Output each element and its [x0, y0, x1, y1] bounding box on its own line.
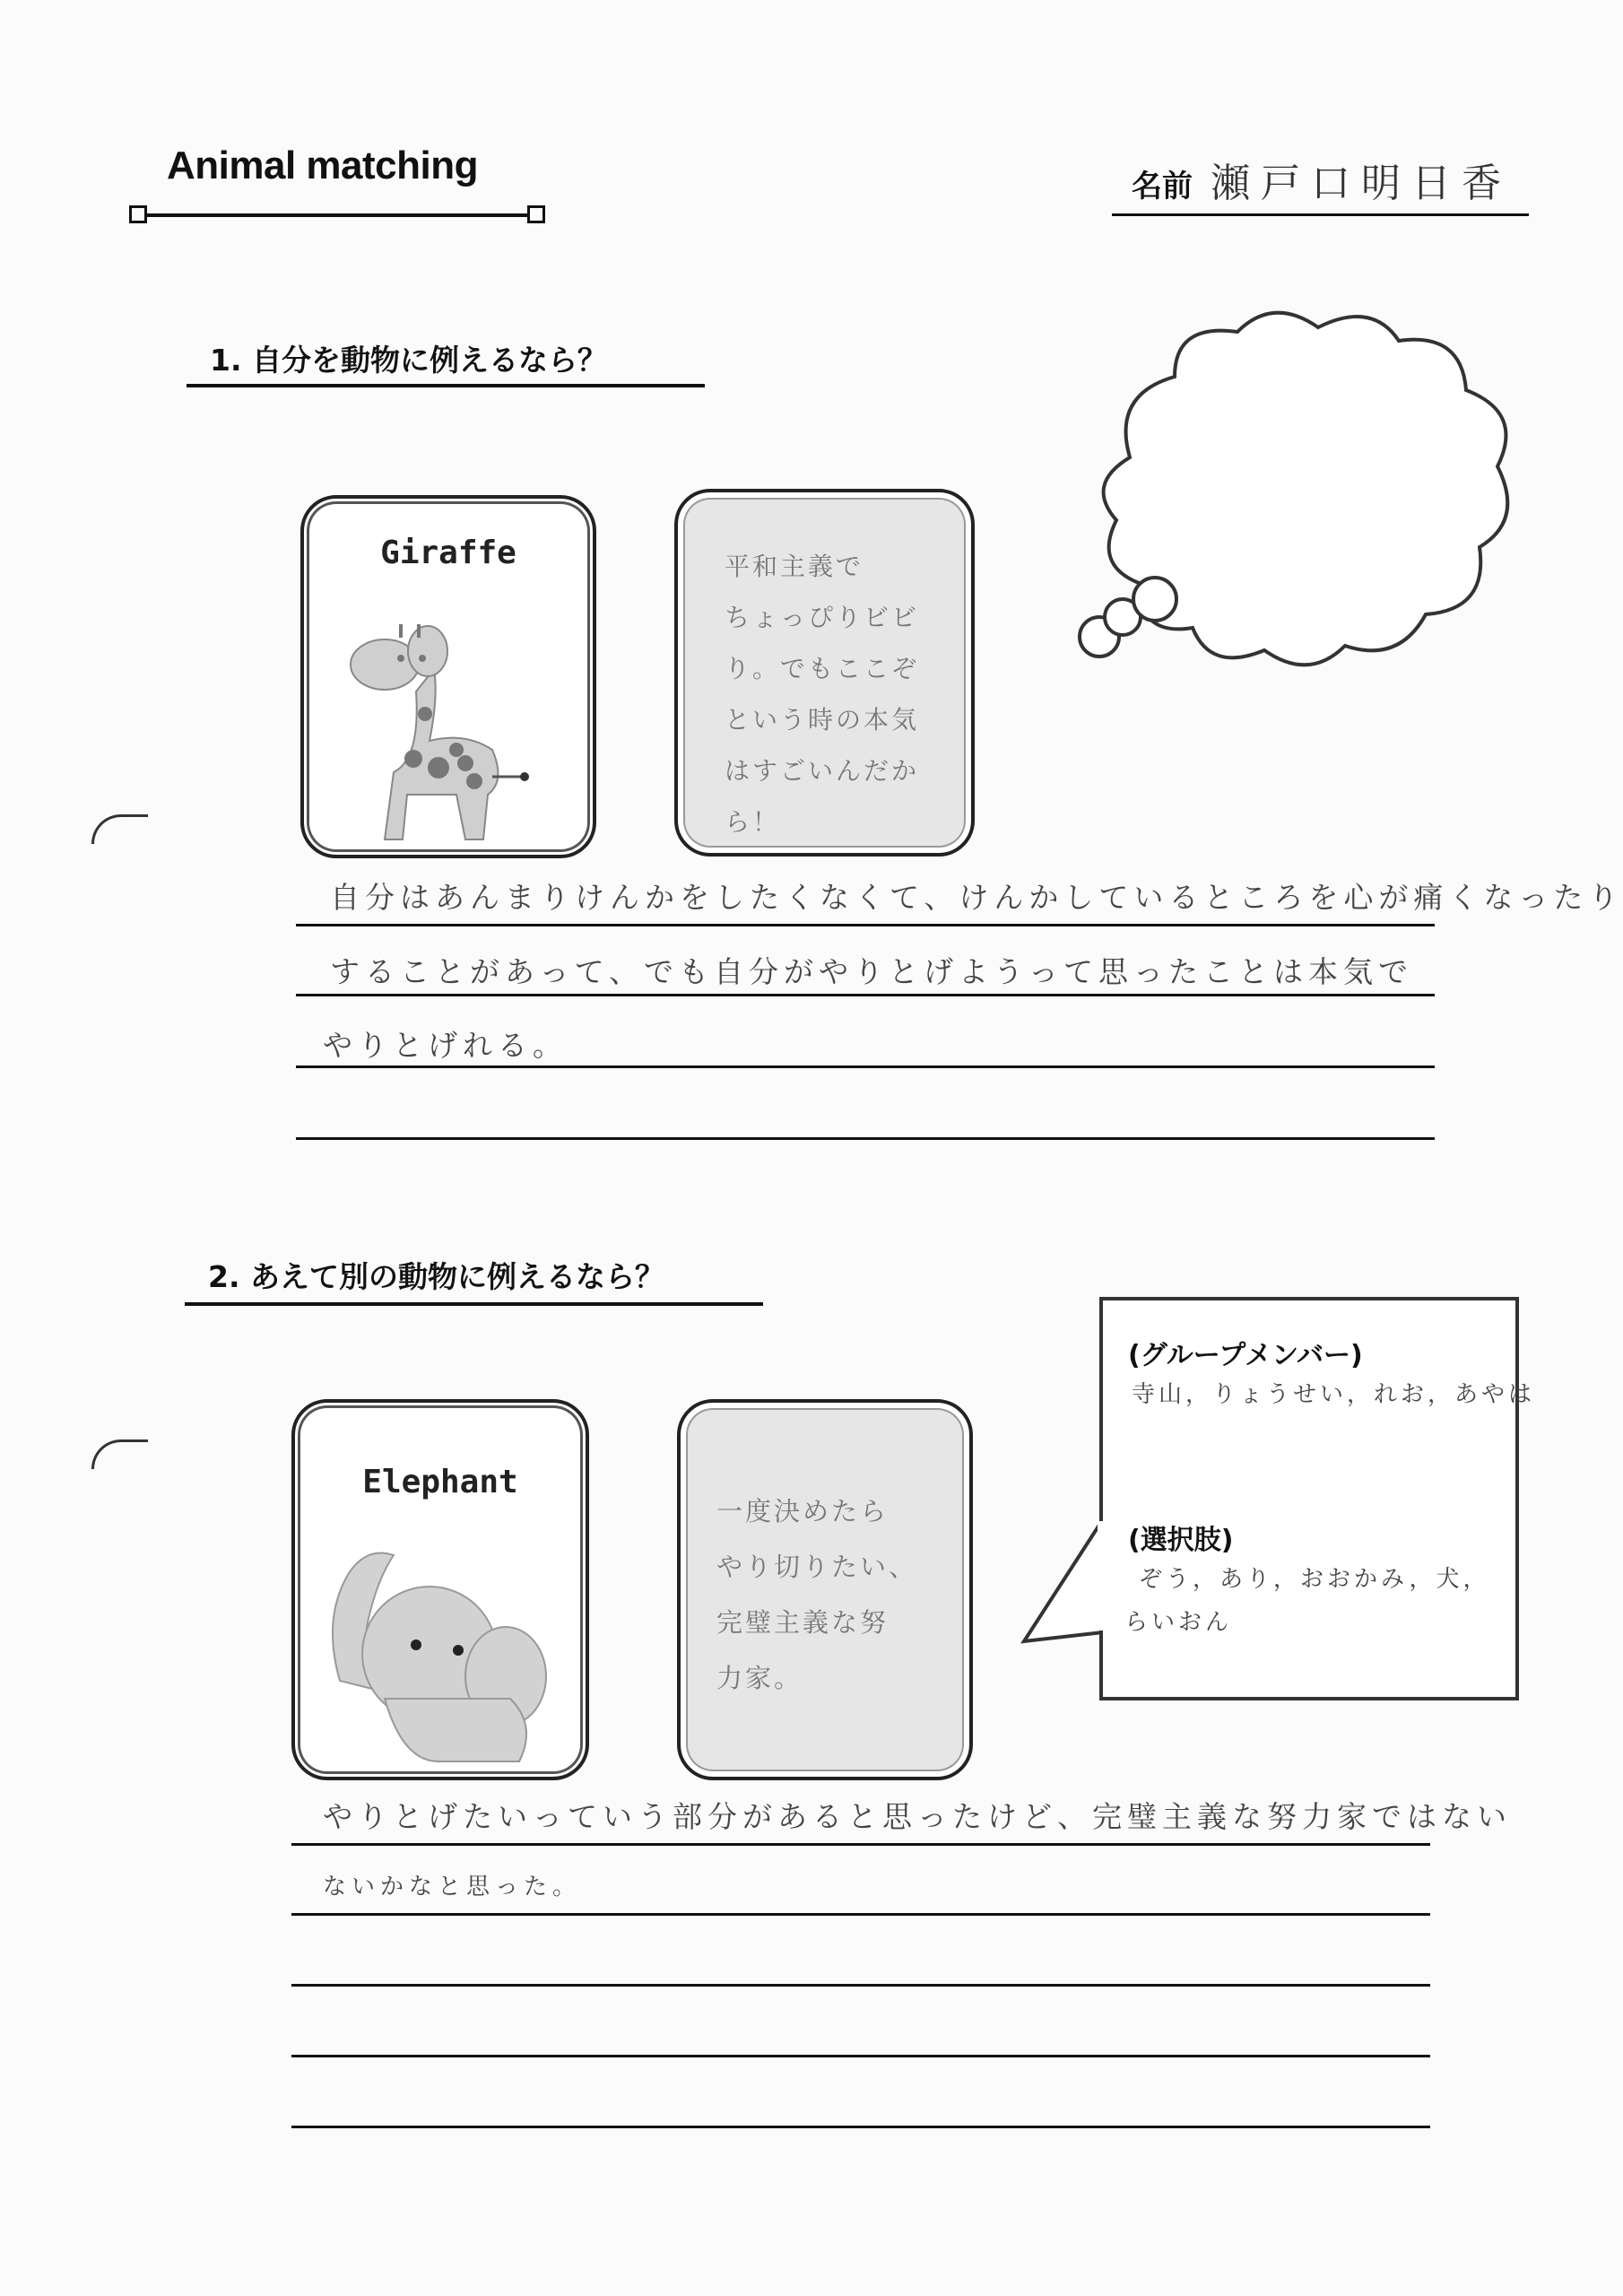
answer-1-line-1: 自分はあんまりけんかをしたくなくて、けんかしているところを心が痛くなったり [330, 880, 1623, 915]
giraffe-illustration [331, 588, 573, 848]
answer-line [291, 1984, 1430, 1987]
choices-label: (選択肢) [1128, 1525, 1234, 1556]
choices-line-2: らいおん [1124, 1609, 1233, 1636]
elephant-illustration [313, 1519, 573, 1770]
punch-hole-mark [91, 1439, 148, 1469]
speech-box-tail [1020, 1516, 1110, 1650]
elephant-card [291, 1399, 589, 1780]
question-1-underline [187, 384, 705, 387]
answer-line [296, 1065, 1435, 1068]
elephant-description: 一度決めたら やり切りたい、 完璧主義な努 力家。 [716, 1496, 918, 1693]
answer-line [291, 1913, 1430, 1916]
answer-line [291, 1843, 1430, 1846]
name-value: 瀬戸口明日香 [1211, 161, 1512, 206]
answer-line [296, 1137, 1435, 1140]
giraffe-description-card [674, 489, 975, 857]
group-info-box [1099, 1297, 1536, 1700]
speech-box-tail-join [1098, 1521, 1105, 1631]
answer-1-line-2: することがあって、でも自分がやりとげようって思ったことは本気で [330, 954, 1414, 989]
title-underline-end [527, 205, 545, 223]
group-members-label: (グループメンバー) [1128, 1340, 1363, 1371]
name-underline [1112, 213, 1529, 216]
thought-bubble [1022, 305, 1533, 718]
answer-line [291, 2126, 1430, 2128]
name-label: 名前 [1132, 169, 1193, 204]
answer-1-line-3: やりとげれる。 [323, 1028, 568, 1063]
giraffe-label: Giraffe [380, 535, 516, 571]
giraffe-description: 平和主義で ちょっぴりビビ り。でもここぞ という時の本気 はすごいんだか ら！ [725, 552, 920, 837]
question-2: 2. あえて別の動物に例えるなら？ [208, 1259, 664, 1294]
question-2-underline [185, 1302, 763, 1306]
question-1: 1. 自分を動物に例えるなら？ [210, 343, 607, 378]
group-members-value: 寺山，りょうせい，れお，あやは [1132, 1381, 1536, 1408]
elephant-label: Elephant [362, 1464, 518, 1500]
worksheet-title: Animal matching [167, 144, 478, 187]
answer-line [296, 994, 1435, 996]
answer-line [291, 2055, 1430, 2057]
answer-2-line-2: ないかなと思った。 [323, 1874, 582, 1900]
answer-line [296, 924, 1435, 926]
giraffe-card [300, 495, 596, 858]
punch-hole-mark [91, 814, 148, 844]
title-underline-end [129, 205, 147, 223]
answer-2-line-1: やりとげたいっていう部分があると思ったけど、完璧主義な努力家ではない [323, 1799, 1512, 1834]
title-underline [135, 213, 540, 217]
choices-line-1: ぞう，あり，おおかみ，犬， [1139, 1566, 1490, 1593]
elephant-description-card [677, 1399, 973, 1780]
